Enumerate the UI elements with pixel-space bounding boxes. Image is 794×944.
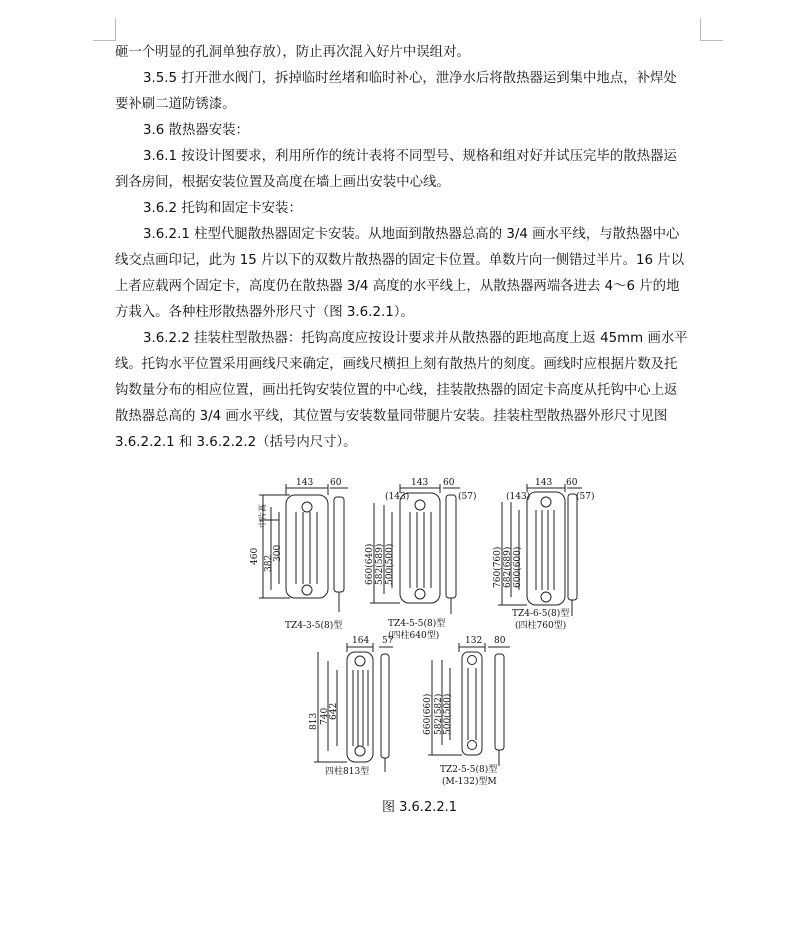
dim-width-label: 132 bbox=[465, 636, 483, 646]
radiator-813-drawing bbox=[314, 643, 393, 772]
radiator-model-sub-label: (M-132)型M bbox=[442, 777, 497, 787]
dim-inner-height-label: 500(500) bbox=[385, 543, 395, 585]
dim-inner-height-label: 300 bbox=[273, 544, 283, 562]
dim-total-height-label: 460 bbox=[250, 547, 260, 565]
text-line: 砸一个明显的孔洞单独存放），防止再次混入好片中误组对。 bbox=[115, 45, 470, 60]
dim-inner-height-label: 600(600) bbox=[513, 546, 523, 588]
dim-depth-label: 57 bbox=[382, 636, 394, 646]
dim-mid-height-label: 740 bbox=[320, 707, 330, 725]
section-heading: 3.6 散热器安装： bbox=[143, 123, 249, 138]
dim-depth-label: 80 bbox=[494, 636, 506, 646]
radiator-model-label: TZ2-5-5(8)型 bbox=[440, 765, 498, 775]
text-line: 3.6.1 按设计图要求，利用所作的统计表将不同型号、规格和组对好并试压完毕的散热器运 bbox=[143, 149, 677, 164]
dim-mid-height-label: 582(589) bbox=[375, 543, 385, 585]
text-line: 线。托钩水平位置采用画线尺来确定，画线尺横担上刻有散热片的刻度。画线时应根据片数及托 bbox=[115, 357, 678, 372]
dim-mid-height-label: 682(689) bbox=[503, 546, 513, 588]
dim-depth-label: 60 bbox=[330, 478, 342, 488]
dim-width-label: 143 bbox=[411, 478, 429, 488]
dim-total-height-label: 813 bbox=[309, 712, 319, 730]
section-heading: 3.6.2 托钩和固定卡安装： bbox=[143, 201, 302, 216]
text-line: 要补刷二道防锈漆。 bbox=[115, 97, 236, 112]
dim-width-label: 143 bbox=[296, 478, 314, 488]
text-line: 钩数量分布的相应位置，画出托钩安装位置的中心线，挂装散热器的固定卡高度从托钩中心上返 bbox=[115, 383, 678, 398]
dim-inner-height-label: 642 bbox=[329, 702, 339, 720]
dim-width-label: 164 bbox=[352, 636, 370, 646]
text-line: 到各房间，根据安装位置及高度在墙上画出安装中心线。 bbox=[115, 175, 450, 190]
figure-caption: 图 3.6.2.2.1 bbox=[382, 800, 458, 815]
radiator-model-label: TZ4-6-5(8)型 bbox=[512, 609, 570, 619]
text-line: 方栽入。各种柱形散热器外形尺寸（图 3.6.2.1）。 bbox=[115, 305, 414, 320]
dim-total-height-label: 660(660) bbox=[423, 693, 433, 735]
text-line: 上者应载两个固定卡，高度仍在散热器 3/4 高度的水平线上，从散热器两端各进去 4～6 片的地 bbox=[115, 279, 680, 294]
radiator-model-label: 四柱813型 bbox=[325, 767, 370, 777]
dim-depth-label: 60 bbox=[566, 478, 578, 488]
text-line: 线交点画印记，此为 15 片以下的双数片散热器的固定卡位置。单数片向一侧错过半片。16 片以 bbox=[115, 253, 685, 268]
dim-total-height-label: 760(760) bbox=[493, 546, 503, 588]
dim-mid-height-label: 382 bbox=[264, 554, 274, 572]
dim-depth-alt-label: (57) bbox=[458, 492, 477, 502]
text-line: 3.5.5 打开泄水阀门，拆掉临时丝堵和临时补心，泄净水后将散热器运到集中地点，补焊处 bbox=[143, 71, 677, 86]
dim-depth-label: 60 bbox=[443, 478, 455, 488]
text-line: 散热器总高的 3/4 画水平线，其位置与安装数量同带腿片安装。挂装柱型散热器外形尺寸见图 bbox=[115, 409, 668, 424]
radiator-model-sub-label: (四柱640型) bbox=[388, 631, 440, 641]
text-line: 3.6.2.2.1 和 3.6.2.2.2（括号内尺寸）。 bbox=[115, 435, 357, 450]
dim-inner-height-label: 500(500) bbox=[443, 693, 453, 735]
dim-depth-alt-label: (57) bbox=[576, 492, 595, 502]
dim-mid-height-label: 582(582) bbox=[434, 693, 444, 735]
dim-width-label: 143 bbox=[535, 478, 553, 488]
radiator-model-label: TZ4-5-5(8)型 bbox=[388, 619, 446, 629]
radiator-model-label: TZ4-3-5(8)型 bbox=[285, 621, 343, 631]
dim-note-label: 中片高 bbox=[258, 504, 267, 528]
radiator-model-sub-label: (四柱760型) bbox=[515, 621, 567, 631]
dim-width-alt-label: (143) bbox=[385, 492, 410, 502]
dim-width-alt-label: (143) bbox=[506, 492, 531, 502]
text-line: 3.6.2.2 挂装柱型散热器：托钩高度应按设计要求并从散热器的距地高度上返 45mm 画水平 bbox=[143, 331, 688, 346]
text-line: 3.6.2.1 柱型代腿散热器固定卡安装。从地面到散热器总高的 3/4 画水平线，与散热器中心 bbox=[143, 227, 680, 242]
dim-total-height-label: 660(640) bbox=[365, 543, 375, 585]
